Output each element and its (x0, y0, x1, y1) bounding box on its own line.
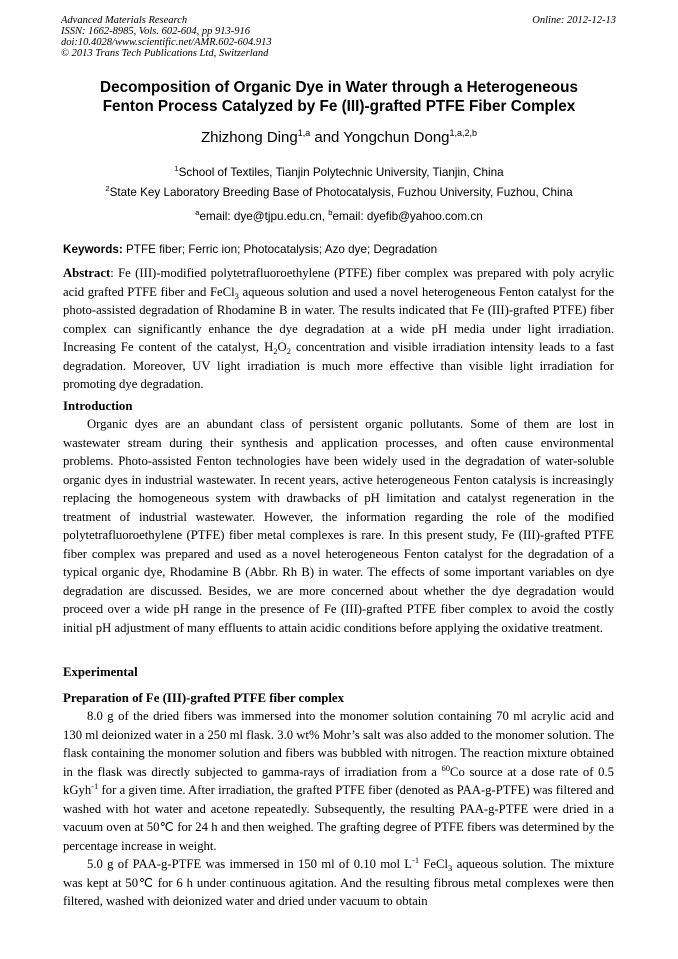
abstract-sub-1: 3 (234, 290, 239, 301)
title-line-1: Decomposition of Organic Dye in Water through a Heterogeneous (100, 79, 578, 96)
keywords-text: PTFE fiber; Ferric ion; Photocatalysis; Azo dye; Degradation (122, 243, 438, 256)
email-b-mark: b (328, 208, 333, 217)
affiliation-1 (0, 165, 678, 180)
abstract-text-4: concentration and visible irradiation intensity leads to a fast degradation. Moreover, UV light irradiation is much more effective than visible light irradiation for promoting dye degradation. (63, 340, 614, 392)
experimental-heading: Experimental (63, 665, 138, 679)
author-joiner: and (310, 129, 344, 146)
paper-title (40, 78, 638, 116)
author-line (0, 128, 678, 148)
abstract-sub-3: 2 (286, 346, 291, 357)
email-a-text: email: dye@tjpu.edu.cn, (199, 210, 329, 223)
p1-text-c: for a given time. After irradiation, the grafted PTFE fiber (denoted as PAA-g-PTFE) was filtered and washed with hot water and acetone repeatedly. Subsequently, the resulting PAA-g-PTFE were dried in a vacuum oven at 50℃ for 24 h and then weighed. The grafting degree of PTFE fibers was determined by the percentage increase in weight. (63, 783, 614, 853)
title-line-2: Fenton Process Catalyzed by Fe (III)-grafted PTFE Fiber Complex (102, 98, 576, 115)
abstract (63, 264, 614, 394)
p2-sub: 3 (448, 863, 453, 874)
p1-sup-1: 60 (441, 762, 451, 773)
p2-text-c: aqueous solution. The mixture was kept at 50℃ for 6 h under continuous agitation. And the resulting fibrous metal complexes were then filtered, washed with deionized water and dried under vacuum to obtain (63, 857, 614, 909)
abstract-sub-2: 2 (273, 346, 278, 357)
author-2-affil: 1,a,2,b (449, 128, 478, 138)
abstract-text-2: aqueous solution and used a novel heterogeneous Fenton catalyst for the photo-assisted degradation of Rhodamine B in water. The results indicated that Fe (III)-grafted PTFE) fiber complex can significantly enhance the dye degradation at a wide pH media under light irradiation. Increasing Fe content of the catalyst, H (63, 284, 614, 355)
affiliation-1-text: School of Textiles, Tianjin Polytechnic University, Tianjin, China (178, 166, 504, 179)
abstract-label: Abstract (63, 266, 111, 280)
introduction-heading: Introduction (63, 399, 133, 413)
affiliation-1-mark: 1 (174, 164, 179, 173)
author-2: Yongchun Dong (343, 129, 450, 146)
p1-sup-2: -1 (91, 781, 99, 792)
copyright-line: © 2013 Trans Tech Publications Ltd, Switzerland (61, 48, 269, 59)
keywords (63, 242, 623, 257)
p1-text-b: Co source at a dose rate of 0.5 kGyh (63, 764, 614, 798)
experimental-paragraph-1 (63, 707, 614, 855)
journal-name: Advanced Materials Research (61, 15, 188, 26)
p1-text-a: 8.0 g of the dried fibers was immersed into the monomer solution containing 70 ml acrylic acid and 130 ml deionized water in a 250 ml flask. 3.0 wt% Mohr’s salt was also added to the monomer solution. The flask containing the monomer solution and fibers was bubbled with nitrogen. The reaction mixture obtained in the flask was directly subjected to gamma-rays of irradiation from a (63, 709, 614, 779)
experimental-paragraph-2 (63, 855, 614, 911)
email-line (0, 209, 678, 224)
email-b-text: email: dyefib@yahoo.com.cn (332, 210, 483, 223)
email-a-mark: a (195, 208, 200, 217)
publication-header (61, 15, 616, 59)
introduction-body (63, 415, 614, 638)
introduction-paragraph: Organic dyes are an abundant class of persistent organic pollutants. Some of them are lost in wastewater stream during their synthesis and application processes, and often cause environmental problems. Photo-assisted Fenton technologies have been widely used in the degradation of water-soluble organic dyes in industrial wastewater. In recent years, active heterogeneous Fenton catalysis is increasingly replacing the homogeneous system with drawbacks of pH limitation and catalyst regeneration in the treatment of industrial wastewater. However, the information regarding the role of the modified polytetrafluoroethylene (PTFE) fiber metal complexes is rare. In this present study, Fe (III)-grafted PTFE fiber complex was prepared and used as a novel heterogeneous Fenton catalyst for the degradation of a typical organic dye, Rhodamine B (Abbr. Rh B) in water. The effects of some important variables on dye degradation are discussed. Besides, we are more concerned about whether the dye degradation would proceed over a wide pH range in the presence of Fe (III)-grafted PTFE fiber complex to avoid the costly initial pH adjustment of many effluents to attain acidic conditions before applying the oxidative treatment. (63, 417, 614, 636)
p2-sup: -1 (412, 855, 420, 866)
p2-text-b: FeCl (419, 857, 449, 872)
online-date: Online: 2012-12-13 (532, 15, 616, 26)
author-1-affil: 1,a (297, 128, 311, 138)
affiliation-2-text: State Key Laboratory Breeding Base of Photocatalysis, Fuzhou University, Fuzhou, China (109, 186, 573, 199)
doi-line: doi:10.4028/www.scientific.net/AMR.602-604.913 (61, 37, 272, 48)
keywords-label: Keywords: (63, 243, 123, 256)
experimental-body (63, 707, 614, 911)
p2-text-a: 5.0 g of PAA-g-PTFE was immersed in 150 ml of 0.10 mol L (87, 857, 412, 872)
abstract-text-1: : Fe (III)-modified polytetrafluoroethylene (PTFE) fiber complex was prepared with poly acrylic acid grafted PTFE fiber and FeCl (63, 266, 614, 299)
preparation-subheading: Preparation of Fe (III)-grafted PTFE fiber complex (63, 691, 345, 705)
affiliation-2 (0, 185, 678, 200)
abstract-text-3: O (277, 340, 287, 355)
author-1: Zhizhong Ding (200, 129, 298, 146)
affiliation-2-mark: 2 (105, 184, 110, 193)
issn-line: ISSN: 1662-8985, Vols. 602-604, pp 913-916 (61, 26, 250, 37)
